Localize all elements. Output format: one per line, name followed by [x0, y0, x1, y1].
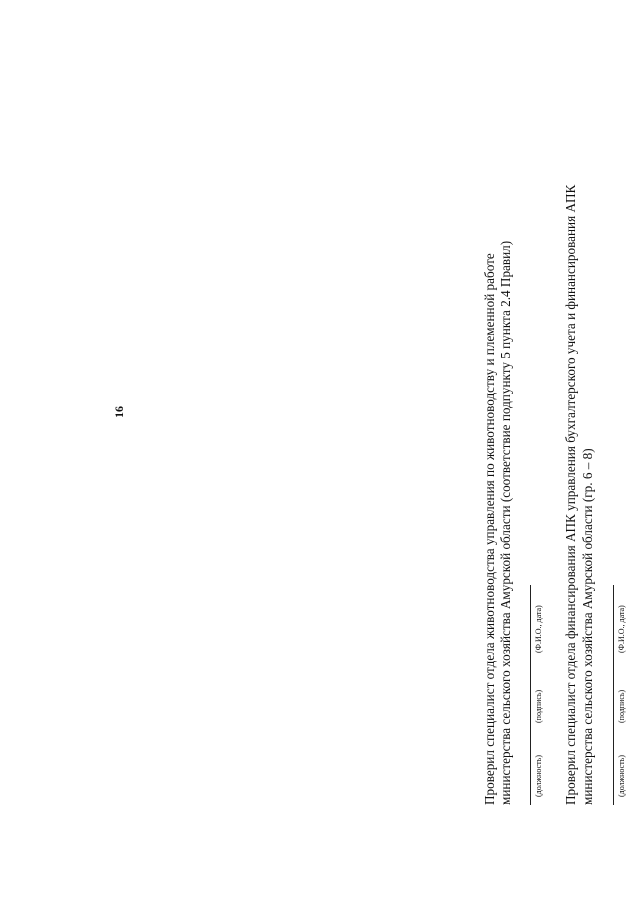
- page-number: 16: [112, 406, 126, 418]
- section2-caption-position: (должность): [617, 755, 626, 797]
- section1-caption-signature: (подпись): [534, 689, 543, 723]
- section1-caption-position: (должность): [534, 755, 543, 797]
- section2-caption-signature: (подпись): [617, 689, 626, 723]
- section2-line2: министерства сельского хозяйства Амурской области (гр. 6 – 8): [580, 448, 595, 805]
- section1-caption-name-date: (Ф.И.О., дата): [534, 605, 543, 653]
- section1-line2: министерства сельского хозяйства Амурской области (соответствие подпункту 5 пункта 2.4 Правил): [498, 240, 513, 805]
- section2-caption-name-date: (Ф.И.О., дата): [617, 605, 626, 653]
- section1-line1: Проверил специалист отдела животноводства управления по животноводству и племенной работе: [482, 253, 497, 805]
- section2-line1: Проверил специалист отдела финансирования АПК управления бухгалтерского учета и финансирования АПК: [563, 184, 578, 805]
